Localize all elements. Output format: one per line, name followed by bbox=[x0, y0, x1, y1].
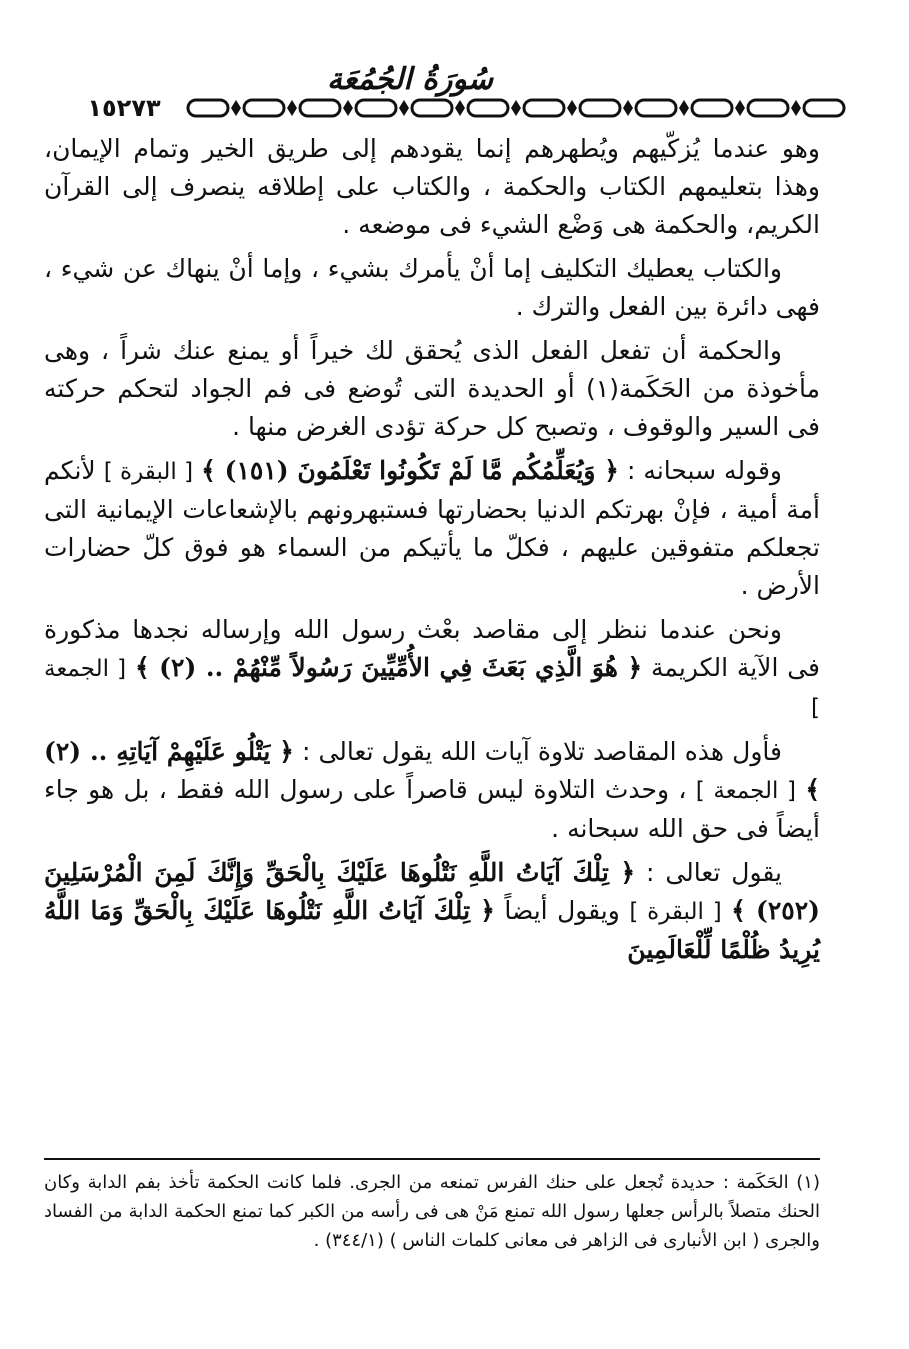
paragraph-6-rest: ، وحدث التلاوة ليس قاصراً على رسول الله فقط ، بل هو جاء أيضاً فى حق الله سبحانه . bbox=[44, 775, 820, 843]
quran-verse-baqarah-151: ﴿ وَيُعَلِّمُكُم مَّا لَمْ تَكُونُوا تَعْلَمُونَ (١٥١) ﴾ bbox=[201, 456, 619, 485]
footnote-divider bbox=[44, 1158, 820, 1160]
paragraph-7-prefix: يقول تعالى : bbox=[646, 858, 782, 887]
chain-ornament bbox=[186, 94, 848, 122]
paragraph-4-rest: لأنكم أمة أمية ، فإنْ بهرتكم الدنيا بحضارتها فستبهرونهم بالإشعاعات الإيمانية التى تجعلكم متفوقين عليهم ، فكلّ ما يأتيكم من السماء هو فوق كلّ حضارات الأرض . bbox=[44, 456, 820, 600]
main-text bbox=[44, 130, 820, 975]
paragraph-4-prefix: وقوله سبحانه : bbox=[626, 456, 783, 485]
paragraph-5-prefix: ونحن عندما ننظر إلى مقاصد بعْث رسول الله وإرساله نجدها مذكورة فى الآية الكريمة bbox=[44, 615, 820, 682]
paragraph-7 bbox=[44, 854, 820, 969]
page-header bbox=[58, 90, 848, 126]
paragraph-1: وهو عندما يُزكّيهم ويُطهرهم إنما يقودهم إلى طريق الخير وتمام الإيمان، وهذا بتعليمهم الكتاب والحكمة ، والكتاب على إطلاقه ينصرف إلى القرآن الكريم، والحكمة هى وَضْع الشيء فى موضعه . bbox=[44, 134, 820, 239]
paragraph-4 bbox=[44, 452, 820, 605]
quran-verse-baqarah-252: ﴿ تِلْكَ آيَاتُ اللَّهِ نَتْلُوهَا عَلَيْكَ بِالْحَقِّ وَإِنَّكَ لَمِنَ الْمُرْسَلِينَ (٢٥٢) ﴾ bbox=[44, 858, 821, 925]
quran-verse-jumuah-2: ﴿ هُوَ الَّذِي بَعَثَ فِي الأُمِّيِّينَ رَسُولاً مِّنْهُمْ .. (٢) ﴾ bbox=[134, 653, 643, 682]
surah-reference: [ البقرة ] bbox=[629, 899, 722, 925]
quran-verse-jumuah-2b: ﴿ يَتْلُو عَلَيْهِمْ آيَاتِهِ .. (٢) ﴾ bbox=[44, 737, 820, 804]
paragraph-2: والكتاب يعطيك التكليف إما أنْ يأمرك بشيء ، وإما أنْ ينهاك عن شيء ، فهى دائرة بين الفعل والترك . bbox=[44, 254, 820, 321]
paragraph-7-mid: ويقول أيضاً bbox=[504, 896, 620, 925]
paragraph-6-prefix: فأول هذه المقاصد تلاوة آيات الله يقول تعالى : bbox=[301, 737, 782, 766]
surah-reference: [ البقرة ] bbox=[103, 459, 194, 485]
paragraph-3: والحكمة أن تفعل الفعل الذى يُحقق لك خيراً أو يمنع عنك شراً ، وهى مأخوذة من الحَكَمة(١) أو الحديدة التى تُوضع فى فم الجواد لتحكم حركته فى السير والوقوف ، وتصبح كل حركة تؤدى الغرض منها . bbox=[44, 336, 820, 441]
paragraph-6 bbox=[44, 733, 820, 848]
page-number: ١٥٢٧٣ bbox=[87, 94, 161, 122]
quran-verse-al-imran-108: ﴿ تِلْكَ آيَاتُ اللَّهِ نَتْلُوهَا عَلَيْكَ بِالْحَقِّ وَمَا اللَّهُ يُرِيدُ ظُلْمًا لِّلْعَالَمِينَ bbox=[44, 896, 820, 964]
surah-reference: [ الجمعة ] bbox=[695, 778, 797, 804]
surah-title: سُورَةُ الجُمُعَة bbox=[326, 62, 494, 97]
footnote: (١) الحَكَمة : حديدة تُجعل على حنك الفرس تمنعه من الجرى. فلما كانت الحكمة تأخذ بفم الدابة وكان الحنك متصلاً بالرأس جعلها رسول الله تمنع مَنْ هى فى رأسه من الكبر كما تمنع الحكمة الدابة من الفساد والجرى ( ابن الأنبارى فى الزاهر فى معانى كلمات الناس ) (٣٤٤/١) . bbox=[44, 1172, 820, 1251]
surah-reference: [ الجمعة ] bbox=[44, 656, 820, 721]
paragraph-5 bbox=[44, 611, 820, 727]
